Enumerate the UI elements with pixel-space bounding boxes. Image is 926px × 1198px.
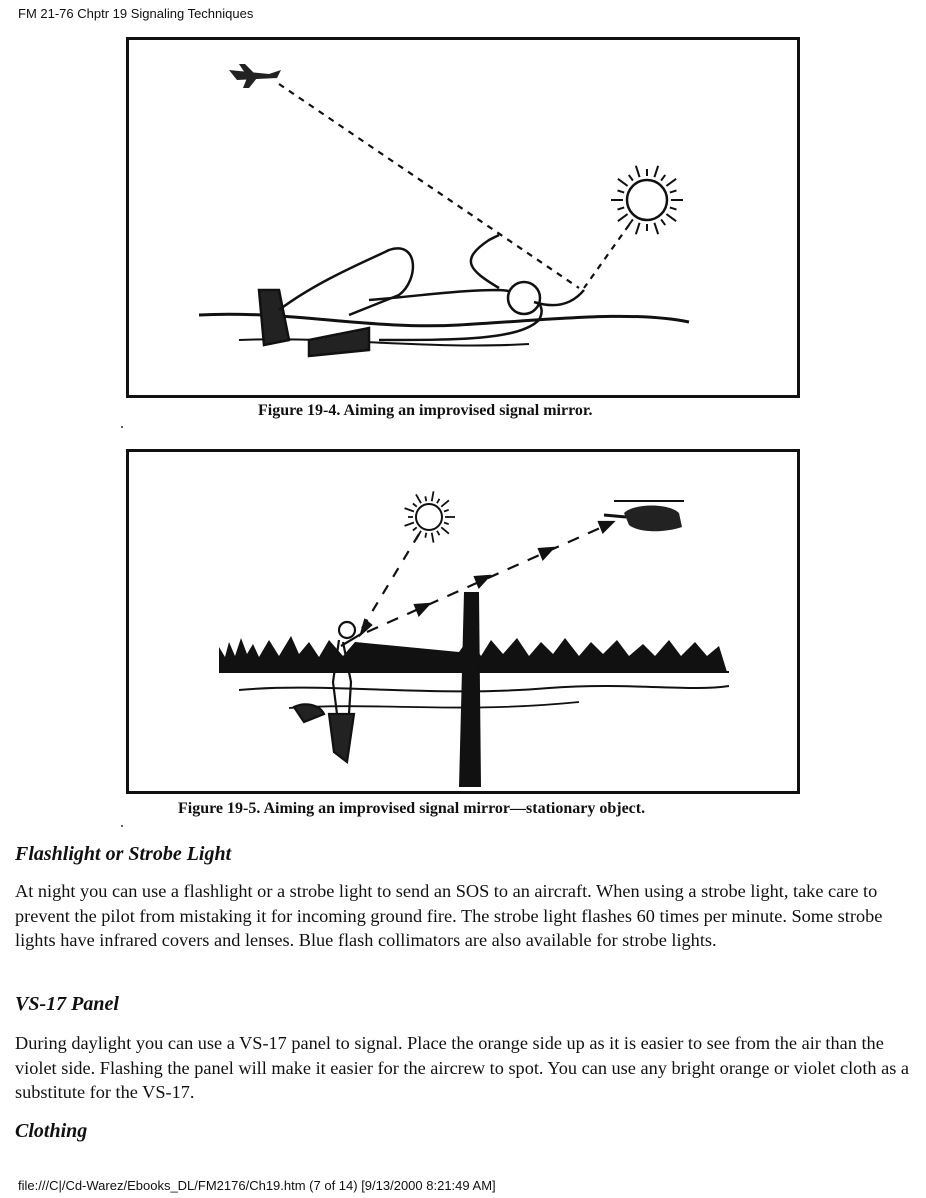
figure-19-5 [126,449,800,794]
signal-path-line [279,84,579,288]
sunlight-arrow-path [361,534,419,634]
sunlight-path-line [584,225,629,288]
section-heading-vs17: VS-17 Panel [15,993,119,1015]
section-heading-clothing: Clothing [15,1120,88,1142]
stray-dot [121,426,123,428]
section-body-vs17: During daylight you can use a VS-17 panel to signal. Place the orange side up as it is easier to see from the air than the violet side. Flashing the panel will make it easier for the aircrew to spot. You can use any bright orange or violet cloth as a substitute for the VS-17. [15,1033,910,1102]
stray-dot [121,825,123,827]
figure-19-4 [126,37,800,398]
section-heading-flashlight: Flashlight or Strobe Light [15,843,232,865]
sun-icon [405,491,455,542]
figure-19-4-illustration [129,40,797,395]
figure-19-5-caption: Figure 19-5. Aiming an improvised signal mirror—stationary object. [178,800,646,817]
airplane-icon [229,64,281,88]
page-footer: file:///C|/Cd-Warez/Ebooks_DL/FM2176/Ch19.htm (7 of 14) [9/13/2000 8:21:49 AM] [18,1178,496,1193]
stationary-object [459,592,481,787]
figure-19-5-illustration [129,452,797,791]
section-body-flashlight: At night you can use a flashlight or a strobe light to send an SOS to an aircraft. When using a strobe light, take care to prevent the pilot from mistaking it for incoming ground fire. The strobe light flashes 60 times per minute. Some strobe lights have infrared covers and lenses. Blue flash collimators are also available for strobe lights. [15,881,883,950]
sun-icon [611,166,683,234]
page-header: FM 21-76 Chptr 19 Signaling Techniques [18,6,254,21]
helicopter-icon [604,501,684,531]
person-figure [259,235,584,356]
signal-arrow-path [367,522,613,632]
figure-19-4-caption: Figure 19-4. Aiming an improvised signal mirror. [258,402,593,419]
